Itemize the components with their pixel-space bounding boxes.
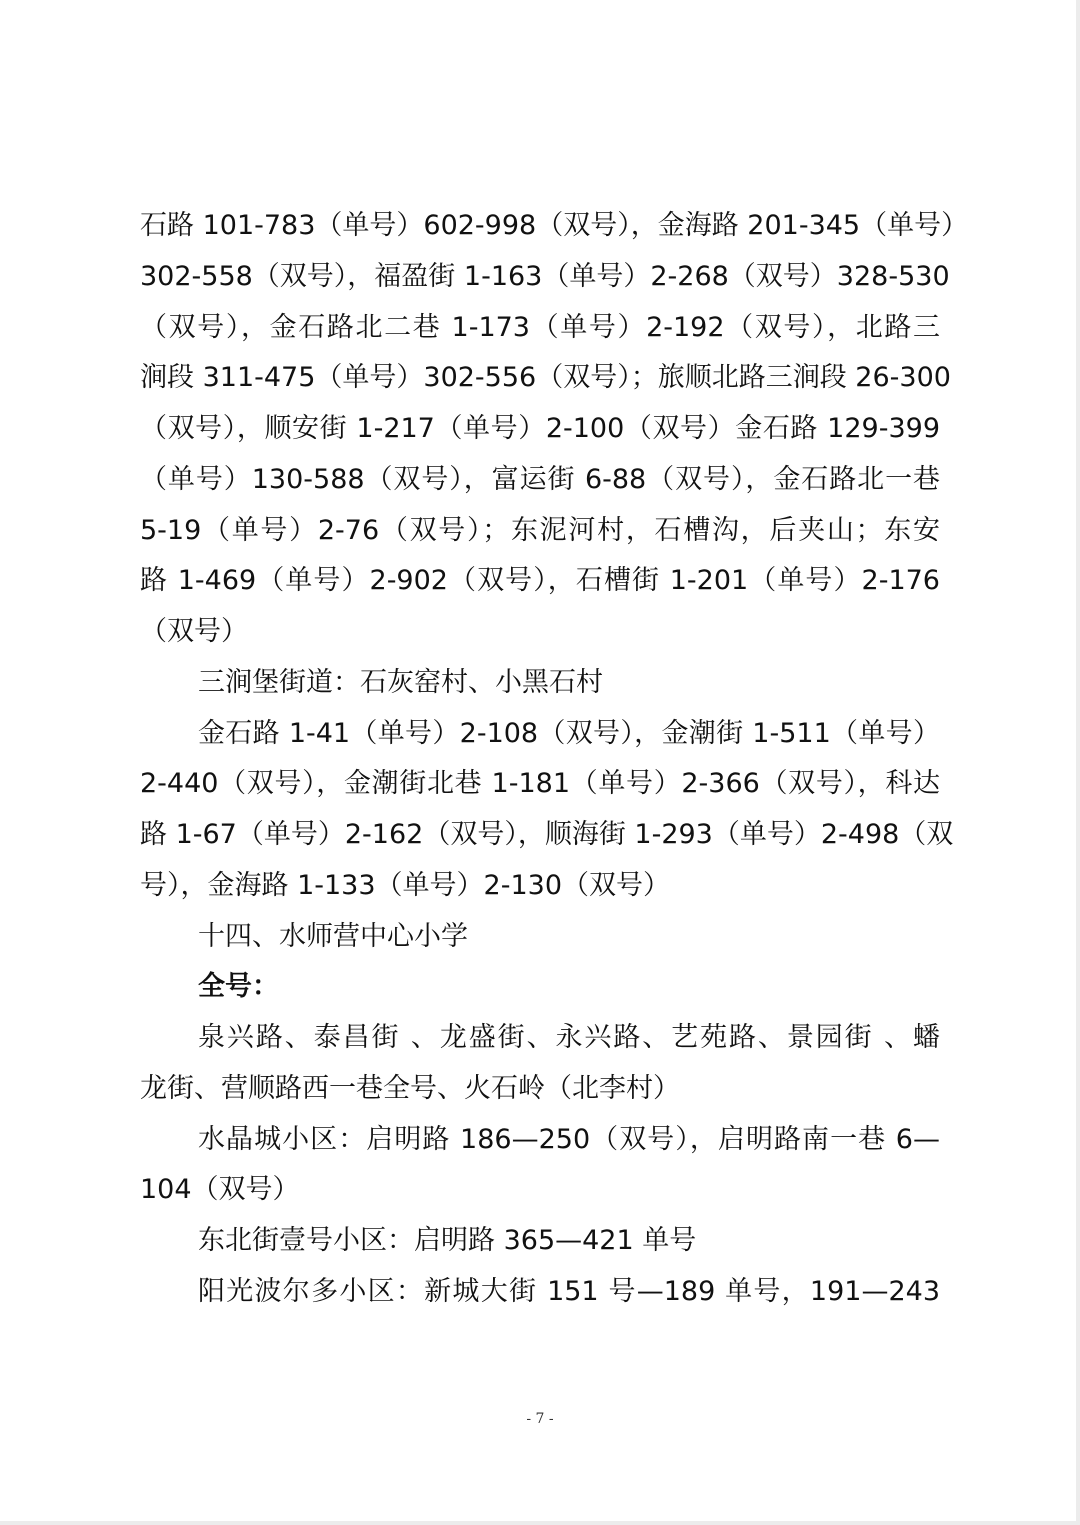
text-line: （双号），金石路北二巷 1-173（单号）2-192（双号），北路三 <box>140 311 940 343</box>
text-line: （双号） <box>140 616 248 647</box>
text-line: 路 1-67（单号）2-162（双号），顺海街 1-293（单号）2-498（双 <box>140 819 954 850</box>
text-line: 水晶城小区：启明路 186—250（双号），启明路南一巷 6— <box>198 1123 940 1155</box>
text-line: 5-19（单号）2-76（双号）；东泥河村，石槽沟，后夹山；东安 <box>140 514 940 546</box>
text-line: 金石路 1-41（单号）2-108（双号），金潮街 1-511（单号） <box>198 717 940 749</box>
text-line: 号），金海路 1-133（单号）2-130（双号） <box>140 869 670 901</box>
text-line: 104（双号） <box>140 1174 300 1206</box>
text-line: 龙街、营顺路西一巷全号、火石岭（北李村） <box>140 1072 680 1104</box>
text-line: 302-558（双号），福盈街 1-163（单号）2-268（双号）328-530 <box>140 260 950 292</box>
text-line: 2-440（双号），金潮街北巷 1-181（单号）2-366（双号），科达 <box>140 768 940 800</box>
text-line: 石路 101-783（单号）602-998（双号），金海路 201-345（单号） <box>140 210 969 241</box>
section-label: 全号： <box>198 971 279 1003</box>
text-line: （单号）130-588（双号），富运街 6-88（双号），金石路北一巷 <box>140 463 940 495</box>
text-line: 东北街壹号小区：启明路 365—421 单号 <box>198 1225 697 1256</box>
text-line: 十四、水师营中心小学 <box>198 920 468 952</box>
text-line: 三涧堡街道：石灰窑村、小黑石村 <box>198 666 603 698</box>
text-line: 路 1-469（单号）2-902（双号），石槽街 1-201（单号）2-176 <box>140 565 940 597</box>
text-line: （双号），顺安街 1-217（单号）2-100（双号）金石路 129-399 <box>140 413 940 444</box>
text-line: 涧段 311-475（单号）302-556（双号）；旅顺北路三涧段 26-300 <box>140 362 951 394</box>
page-number: - 7 - <box>526 1411 554 1427</box>
text-line: 阳光波尔多小区：新城大街 151 号—189 单号，191—243 <box>198 1275 940 1307</box>
text-line: 泉兴路、泰昌街 、龙盛街、永兴路、艺苑路、景园街 、蟠 <box>198 1022 940 1053</box>
